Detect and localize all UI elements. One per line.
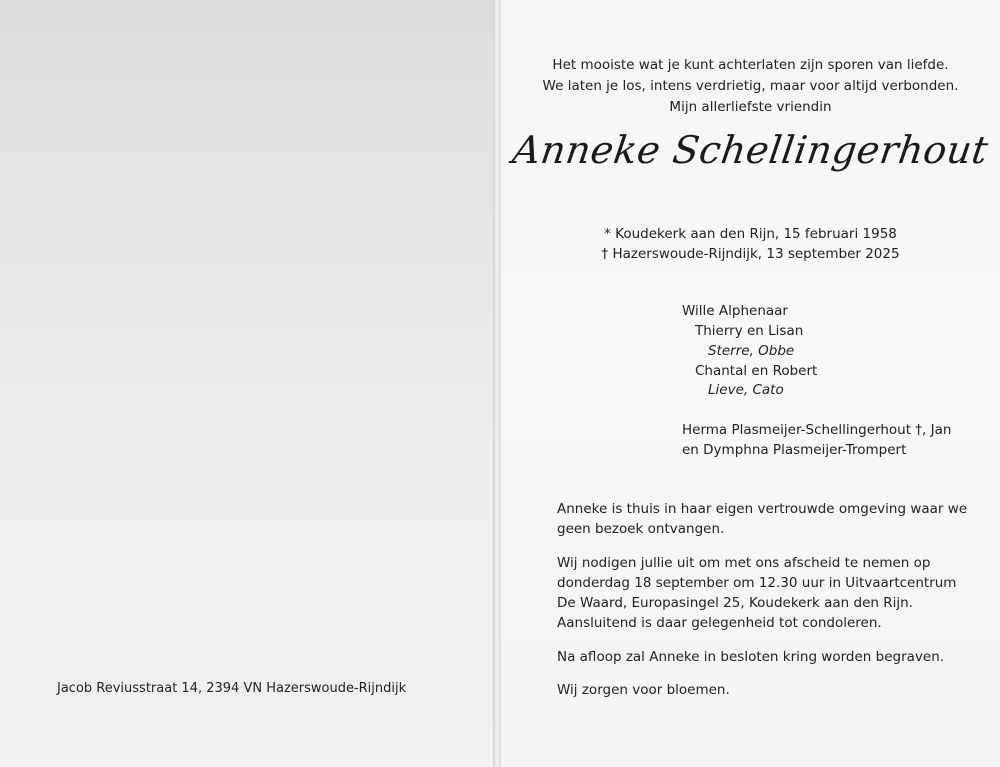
paragraph-burial-text: Na afloop zal Anneke in besloten kring worden begraven. — [557, 649, 945, 665]
death-line: † Hazerswoude-Rijndijk, 13 september 2025 — [601, 246, 900, 262]
address-line: Jacob Reviusstraat 14, 2394 VN Hazerswoude-Rijndijk — [57, 681, 407, 696]
family-line-7: en Dymphna Plasmeijer-Trompert — [682, 442, 907, 458]
paragraph-home-line-2: geen bezoek ontvangen. — [557, 521, 725, 537]
right-page — [501, 0, 1000, 767]
left-page — [0, 0, 497, 767]
family-line-3: Sterre, Obbe — [708, 343, 795, 359]
paragraph-burial — [557, 647, 957, 667]
paragraph-farewell-line-2: donderdag 18 september om 12.30 uur in Uitvaartcentrum — [557, 575, 957, 591]
family-line-6: Herma Plasmeijer-Schellingerhout †, Jan — [682, 422, 952, 438]
family-line-4: Chantal en Robert — [695, 363, 818, 379]
poem-line-2: We laten je los, intens verdrietig, maar voor altijd verbonden. — [542, 78, 959, 94]
paragraph-home — [557, 499, 968, 539]
card-fold — [493, 0, 501, 767]
paragraph-flowers-text: Wij zorgen voor bloemen. — [557, 682, 730, 698]
paragraph-farewell — [557, 553, 957, 633]
poem-line-1: Het mooiste wat je kunt achterlaten zijn sporen van liefde. — [552, 57, 949, 73]
paragraph-farewell-line-1: Wij nodigen jullie uit om met ons afscheid te nemen op — [557, 555, 931, 571]
paragraph-home-line-1: Anneke is thuis in haar eigen vertrouwde omgeving waar we — [557, 501, 968, 517]
paragraph-flowers — [557, 680, 957, 700]
birth-line: * Koudekerk aan den Rijn, 15 februari 1958 — [604, 226, 897, 242]
family-line-5: Lieve, Cato — [708, 382, 784, 398]
paragraph-farewell-line-3: De Waard, Europasingel 25, Koudekerk aan den Rijn. — [557, 595, 913, 611]
family-line-2: Thierry en Lisan — [695, 323, 804, 339]
paragraph-farewell-line-4: Aansluitend is daar gelegenheid tot condoleren. — [557, 615, 882, 631]
deceased-name: Anneke Schellingerhout — [510, 128, 991, 172]
poem-line-3: Mijn allerliefste vriendin — [669, 99, 832, 115]
family-line-1: Wille Alphenaar — [682, 303, 788, 319]
